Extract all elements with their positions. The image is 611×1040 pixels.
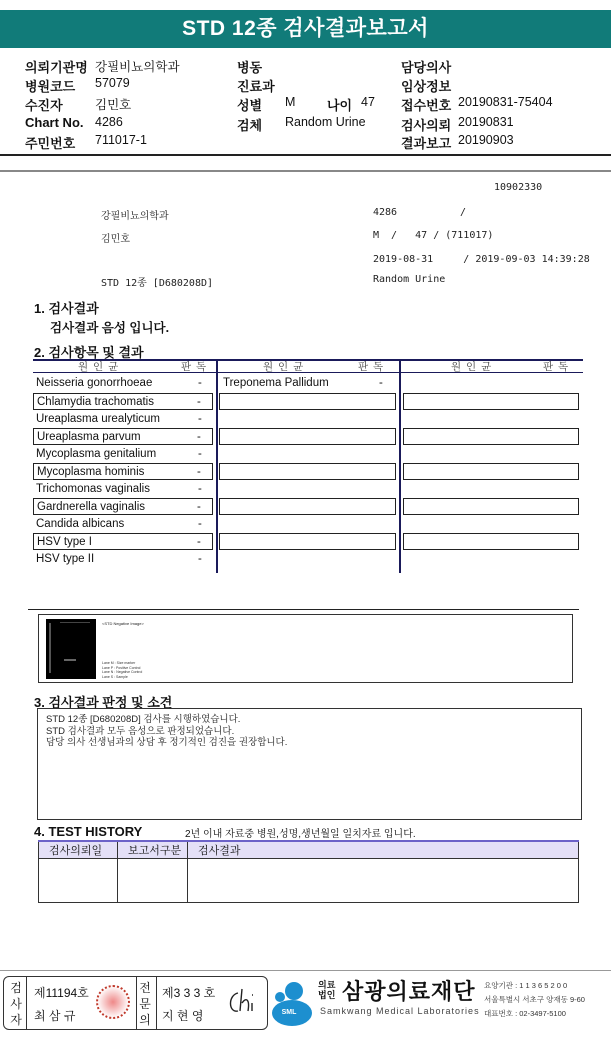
empty-row-box bbox=[219, 428, 396, 445]
section1-title: 1. 검사결과 bbox=[34, 301, 99, 316]
header-divider-2 bbox=[0, 170, 611, 172]
pathogen-result: - bbox=[198, 482, 202, 495]
section2-title: 2. 검사항목 및 결과 bbox=[34, 345, 144, 360]
tester-number: 제11194호 bbox=[34, 986, 89, 1000]
receipt-label: 접수번호 bbox=[401, 98, 452, 113]
pathogen-name: HSV type I bbox=[37, 536, 92, 548]
clinical-label: 임상정보 bbox=[401, 79, 452, 94]
sex-value: M bbox=[285, 95, 296, 109]
specialist-label-char: 문 bbox=[139, 997, 151, 1011]
pathogen-result: - bbox=[197, 536, 201, 548]
pathogen-name: Candida albicans bbox=[36, 517, 125, 530]
tester-label-char: 검 bbox=[10, 981, 22, 995]
pathogen-result: - bbox=[197, 466, 201, 478]
section3-title: 3. 검사결과 판정 및 소견 bbox=[34, 695, 173, 710]
org-badge: SML bbox=[281, 1009, 297, 1016]
chart-label: Chart No. bbox=[25, 115, 84, 130]
resident-value: 711017-1 bbox=[95, 133, 147, 147]
table-col-divider-1 bbox=[216, 359, 218, 573]
report-id: 10902330 bbox=[494, 182, 543, 193]
section-divider bbox=[28, 609, 579, 610]
receipt-value: 20190831-75404 bbox=[458, 95, 553, 109]
org-logo bbox=[270, 977, 610, 1029]
opinion-line: STD 12종 [D680208D] 검사를 시행하였습니다. bbox=[46, 714, 241, 725]
report-title: STD 12종 검사결과보고서 bbox=[0, 10, 611, 48]
pathogen-result: - bbox=[379, 377, 383, 389]
gel-image bbox=[46, 619, 96, 679]
col3-result-header: 판 독 bbox=[543, 361, 570, 373]
empty-row-box bbox=[403, 428, 579, 445]
institution-label: 의뢰기관명 bbox=[25, 60, 88, 75]
request-label: 검사의뢰 bbox=[401, 118, 452, 133]
specialist-label-char: 의 bbox=[139, 1013, 151, 1027]
empty-row-box bbox=[219, 463, 396, 480]
tester-label-char: 사 bbox=[10, 997, 22, 1011]
table-row bbox=[33, 533, 213, 550]
age-value: 47 bbox=[361, 95, 375, 109]
results-table bbox=[33, 359, 583, 573]
request-value: 20190831 bbox=[458, 115, 514, 129]
org-contact-line: 대표번호 : 02-3497-5100 bbox=[484, 1009, 566, 1018]
sig-divider bbox=[156, 977, 157, 1029]
pathogen-result: - bbox=[198, 447, 202, 460]
tester-label bbox=[9, 980, 23, 1028]
info-sex-age: M / 47 / (711017) bbox=[373, 230, 494, 241]
empty-row-box bbox=[219, 498, 396, 515]
section4-title: 4. TEST HISTORY bbox=[34, 824, 143, 839]
info-test-code: STD 12종 [D680208D] bbox=[101, 278, 214, 289]
report-value: 20190903 bbox=[458, 133, 514, 147]
signature-icon bbox=[224, 985, 264, 1019]
pathogen-name: Gardnerella vaginalis bbox=[37, 501, 146, 513]
tester-name: 최 삼 규 bbox=[34, 1009, 76, 1023]
org-prefix-line: 의료 bbox=[318, 980, 336, 990]
table-row bbox=[35, 375, 215, 392]
table-row bbox=[35, 411, 215, 428]
empty-row-box bbox=[219, 393, 396, 410]
gel-legend-item: Lane P : Positive Control bbox=[102, 665, 141, 670]
history-cell bbox=[39, 859, 118, 903]
opinion-line: STD 검사결과 모두 음성으로 판정되었습니다. bbox=[46, 725, 235, 737]
pathogen-result: - bbox=[197, 431, 201, 443]
org-contact-line: 요양기관 : 1 1 3 6 5 2 0 0 bbox=[484, 981, 568, 990]
col2-result-header: 판 독 bbox=[358, 361, 385, 373]
specimen-label: 검체 bbox=[237, 118, 263, 133]
col1-result-header: 판 독 bbox=[181, 361, 208, 373]
table-row bbox=[33, 498, 213, 515]
info-dates: 2019-08-31 / 2019-09-03 14:39:28 bbox=[373, 254, 590, 265]
sex-label: 성별 bbox=[237, 98, 263, 113]
pathogen-result: - bbox=[198, 517, 202, 530]
info-slash: / bbox=[460, 207, 467, 218]
pathogen-result: - bbox=[198, 377, 202, 389]
doctor-label: 담당의사 bbox=[401, 60, 452, 75]
gel-image-panel bbox=[38, 614, 573, 683]
org-prefix-line: 법인 bbox=[318, 990, 336, 1000]
hospital-code-label: 병원코드 bbox=[25, 79, 76, 94]
gel-band bbox=[60, 622, 90, 623]
specialist-label-char: 전 bbox=[139, 981, 151, 995]
table-row bbox=[35, 551, 215, 568]
pathogen-name: Ureaplasma urealyticum bbox=[36, 412, 160, 425]
sml-logo-icon bbox=[270, 977, 318, 1029]
table-row bbox=[33, 393, 213, 410]
pathogen-result: - bbox=[197, 396, 201, 408]
table-row bbox=[33, 463, 213, 480]
resident-label: 주민번호 bbox=[25, 136, 76, 151]
gel-caption: <STD Negative Image> bbox=[102, 621, 144, 626]
section4-note: 2년 이내 자료중 병원,성명,생년월일 일치자료 입니다. bbox=[185, 829, 416, 840]
org-prefix bbox=[318, 980, 335, 1000]
specialist-label bbox=[138, 980, 152, 1028]
chart-value: 4286 bbox=[95, 115, 123, 129]
specialist-name: 지 현 영 bbox=[162, 1009, 204, 1023]
info-specimen: Random Urine bbox=[373, 274, 446, 285]
ward-label: 병동 bbox=[237, 60, 263, 75]
dept-label: 진료과 bbox=[237, 79, 275, 94]
section1-text: 검사결과 음성 입니다. bbox=[50, 321, 170, 335]
org-name-en: Samkwang Medical Laboratories bbox=[320, 1006, 480, 1016]
empty-row-box bbox=[403, 498, 579, 515]
info-chart: 4286 bbox=[373, 207, 398, 218]
tester-label-char: 자 bbox=[10, 1013, 22, 1027]
gel-legend-item: Lane N : Negative Control bbox=[102, 670, 143, 674]
pathogen-name: HSV type II bbox=[36, 552, 95, 565]
footer-divider bbox=[0, 970, 611, 971]
age-label: 나이 bbox=[327, 98, 353, 113]
org-name: 삼광의료재단 bbox=[342, 979, 476, 1004]
pathogen-result: - bbox=[197, 501, 201, 513]
pathogen-result: - bbox=[198, 412, 202, 425]
institution-value: 강필비뇨의학과 bbox=[95, 60, 180, 74]
gel-legend-item: Lane M : Size marker bbox=[102, 661, 136, 665]
pathogen-name: Mycoplasma hominis bbox=[37, 466, 145, 478]
pathogen-name: Neisseria gonorrhoeae bbox=[36, 377, 153, 389]
empty-row-box bbox=[403, 463, 579, 480]
pathogen-result: - bbox=[198, 552, 202, 565]
col2-header: 원 인 균 bbox=[263, 361, 305, 373]
table-row bbox=[39, 859, 579, 903]
table-row bbox=[35, 516, 215, 533]
table-row bbox=[35, 446, 215, 463]
history-table bbox=[38, 840, 579, 903]
org-contact-line: 서울특별시 서초구 양재동 9-60 bbox=[484, 995, 585, 1004]
table-row bbox=[33, 428, 213, 445]
gel-legend-item: Lane S : Sample bbox=[102, 674, 128, 679]
hospital-code-value: 57079 bbox=[95, 76, 130, 90]
table-row bbox=[35, 481, 215, 498]
history-cell bbox=[118, 859, 188, 903]
opinion-text bbox=[46, 714, 287, 749]
pathogen-name: Ureaplasma parvum bbox=[37, 431, 141, 443]
sig-divider bbox=[136, 977, 137, 1029]
history-cell bbox=[188, 859, 579, 903]
report-label: 결과보고 bbox=[401, 136, 452, 151]
official-seal-icon bbox=[96, 985, 130, 1019]
signature-box bbox=[3, 976, 268, 1030]
gel-legend bbox=[102, 661, 142, 679]
table-col-divider-2 bbox=[399, 359, 401, 573]
gel-lane bbox=[49, 623, 51, 673]
history-col-header: 검사결과 bbox=[188, 841, 579, 859]
specialist-number: 제3 3 3 호 bbox=[162, 986, 216, 1000]
pathogen-name: Trichomonas vaginalis bbox=[36, 482, 150, 495]
header-divider bbox=[0, 154, 611, 156]
patient-label: 수진자 bbox=[25, 98, 63, 113]
empty-row-box bbox=[219, 533, 396, 550]
col1-header: 원 인 균 bbox=[78, 361, 120, 373]
col3-header: 원 인 균 bbox=[451, 361, 493, 373]
pathogen-name: Treponema Pallidum bbox=[223, 377, 329, 389]
table-row bbox=[223, 375, 396, 392]
sig-divider bbox=[26, 977, 27, 1029]
gel-band bbox=[64, 659, 76, 661]
pathogen-name: Mycoplasma genitalium bbox=[36, 447, 157, 460]
opinion-line: 담당 의사 선생님과의 상담 후 정기적인 검진을 권장합니다. bbox=[46, 737, 288, 748]
opinion-box bbox=[37, 708, 582, 820]
empty-row-box bbox=[403, 393, 579, 410]
history-col-header: 검사의뢰일 bbox=[39, 841, 118, 859]
patient-value: 김민호 bbox=[95, 98, 132, 112]
info-patient: 김민호 bbox=[101, 234, 130, 245]
info-institution: 강필비뇨의학과 bbox=[101, 211, 169, 222]
history-col-header: 보고서구분 bbox=[118, 841, 188, 859]
org-contact bbox=[484, 979, 585, 1021]
specimen-value: Random Urine bbox=[285, 115, 366, 129]
empty-row-box bbox=[403, 533, 579, 550]
pathogen-name: Chlamydia trachomatis bbox=[37, 396, 154, 408]
